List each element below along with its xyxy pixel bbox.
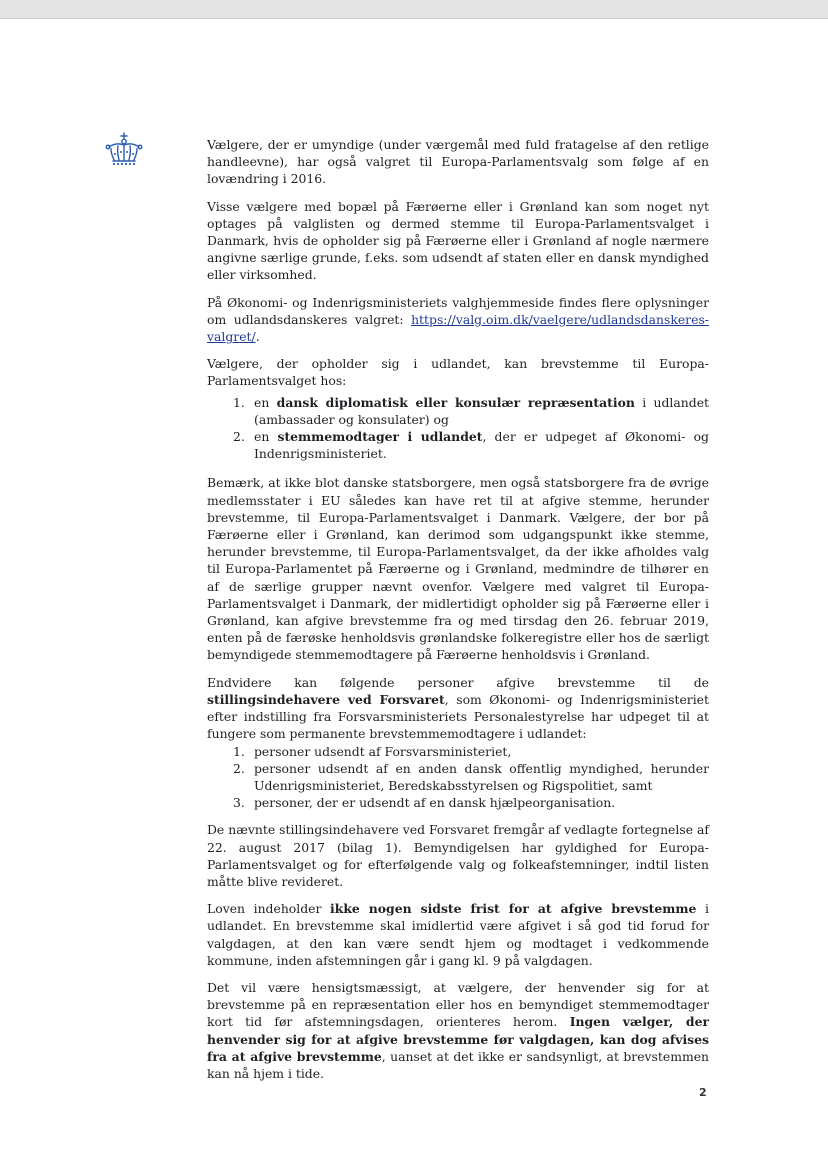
paragraph-valghjemmeside bbox=[207, 294, 709, 346]
personer-list bbox=[207, 743, 709, 812]
crown-icon bbox=[104, 132, 144, 168]
paragraph-bold-text: stillingsindehavere ved Forsvaret bbox=[207, 691, 445, 707]
list-text: en bbox=[254, 429, 278, 445]
paragraph-faeroerne-groenland: Visse vælgere med bopæl på Færøerne eller i Grønland kan som noget nyt optages på valglisten og dermed stemme til Europa-Parlamentsvalget i Danmark, hvis de opholder sig på Færøerne eller i Grønland af nogle nærmere angivne særlige grunde, f.eks. som udsendt af staten eller en dansk myndighed eller virksomhed. bbox=[207, 198, 709, 283]
paragraph-bemaerk: Bemærk, at ikke blot danske statsborgere, men også statsborgere fra de øvrige medlemsstater i EU således kan have ret til at afgive stemme, herunder brevstemme, til Europa-Parlamentsvalget i Danmark. Vælgere, der bor på Færøerne eller i Grønland, kan derimod som udgangspunkt ikke stemme, herunder brevstemme, til Europa-Parlamentsvalget, da der ikke afholdes valg til Europa-Parlamentet på Færøerne og i Grønland, medmindre de tilhører en af de særlige grupper nævnt ovenfor. Vælgere med valgret til Europa-Parlamentsvalget i Danmark, der midlertidigt opholder sig på Færøerne eller i Grønland, kan afgive brevstemme fra og med tirsdag den 26. februar 2019, enten på de færøske henholdsvis grønlandske folkeregistre eller hos de særligt bemyndigede stemmemodtagere på Færøerne henholdsvis i Grønland. bbox=[207, 475, 709, 663]
list-text: , der er udpeget af Økonomi- og Indenrigsministeriet. bbox=[254, 429, 709, 462]
list-number: 1. bbox=[233, 394, 245, 410]
list-item bbox=[207, 743, 709, 760]
paragraph-text: På Økonomi- og Indenrigsministeriets valghjemmeside findes flere oplysninger om udlandsdanskeres valgret: bbox=[207, 294, 709, 327]
paragraph-bold-text: ikke nogen sidste frist for at afgive brevstemme bbox=[330, 901, 697, 917]
list-text: i udlandet (ambassader og konsulater) og bbox=[254, 394, 710, 427]
list-item bbox=[207, 794, 709, 811]
paragraph-brevstemme-intro: Vælgere, der opholder sig i udlandet, kan brevstemme til Europa-Parlamentsvalget hos: bbox=[207, 356, 709, 389]
list-bold-text: stemmemodtager i udlandet bbox=[277, 429, 483, 445]
list-bold-text: dansk diplomatisk eller konsulær repræsentation bbox=[276, 394, 635, 410]
paragraph-hensigtsmaessigt bbox=[207, 979, 709, 1082]
list-text: en bbox=[254, 394, 277, 410]
document-body bbox=[207, 136, 709, 1092]
page-number: 2 bbox=[699, 1086, 707, 1099]
paragraph-end: . bbox=[255, 329, 260, 345]
paragraph-text: Det vil være hensigtsmæssigt, at vælgere, der henvender sig for at brevstemme på en repræsentation eller hos en bemyndiget stemmemodtager kort tid før afstemningsdagen, orienteres herom. bbox=[207, 979, 709, 1030]
paragraph-bold-text: Ingen vælger, der henvender sig for at afgive brevstemme før valgdagen, kan dog afvises fra at afgive brevstemme bbox=[207, 1014, 709, 1064]
paragraph-text: , som Økonomi- og Indenrigsministeriet efter indstilling fra Forsvarsministeriets Personalestyrelse har udpeget til at fungere som permanente brevstemmemodtagere i udlandet: bbox=[207, 691, 709, 742]
valgret-link[interactable]: https://valg.oim.dk/vaelgere/udlandsdanskeres-valgret/ bbox=[207, 311, 709, 345]
list-number: 3. bbox=[233, 795, 245, 811]
list-item bbox=[207, 428, 709, 462]
list-text: personer, der er udsendt af en dansk hjælpeorganisation. bbox=[254, 795, 616, 811]
list-number: 1. bbox=[233, 743, 245, 759]
paragraph-fortegnelse: De nævnte stillingsindehavere ved Forsvaret fremgår af vedlagte fortegnelse af 22. august 2017 (bilag 1). Bemyndigelsen har gyldighed for Europa-Parlamentsvalget og for efterfølgende valg og folkeafstemninger, indtil listen måtte blive revideret. bbox=[207, 822, 709, 889]
list-number: 2. bbox=[233, 760, 245, 776]
scan-top-divider bbox=[0, 18, 828, 19]
brevstemme-location-list bbox=[207, 394, 709, 463]
list-number: 2. bbox=[233, 429, 245, 445]
paragraph-text: , uanset at det ikke er sandsynligt, at brevstemmen kan nå hjem i tide. bbox=[207, 1048, 710, 1081]
paragraph-text: i udlandet. En brevstemme skal imidlertid være afgivet i så god tid forud for valgdagen, at den kan være sendt hjem og modtaget i vedkommende kommune, inden afstemningen går i gang kl. 9 på valgdagen. bbox=[207, 901, 709, 968]
paragraph-frist bbox=[207, 900, 709, 969]
paragraph-umyndige: Vælgere, der er umyndige (under værgemål med fuld fratagelse af den retlige handleevne), har også valgret til Europa-Parlamentsvalg som følge af en lovændring i 2016. bbox=[207, 137, 709, 187]
list-text: personer udsendt af Forsvarsministeriet, bbox=[254, 743, 512, 759]
list-item bbox=[207, 760, 709, 794]
list-item bbox=[207, 394, 709, 428]
paragraph-forsvaret bbox=[207, 674, 709, 743]
list-text: personer udsendt af en anden dansk offentlig myndighed, herunder Udenrigsministeriet, Beredskabsstyrelsen og Rigspolitiet, samt bbox=[254, 760, 709, 793]
paragraph-text: Loven indeholder bbox=[207, 901, 331, 917]
paragraph-text: Endvidere kan følgende personer afgive brevstemme til de bbox=[207, 674, 709, 690]
scan-top-bar bbox=[0, 0, 828, 18]
